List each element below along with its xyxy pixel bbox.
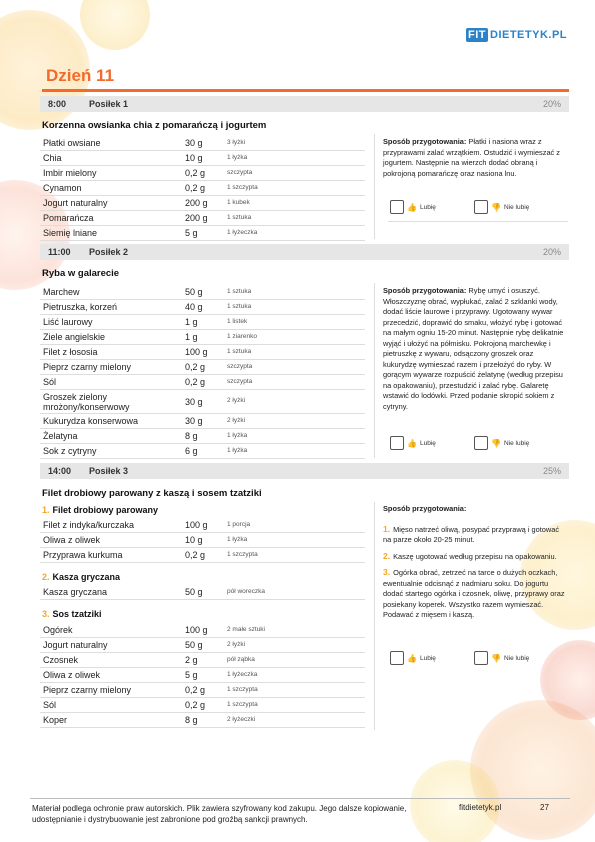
ingredient-amount: 0,2 g <box>185 700 206 710</box>
thumbs-down-icon: 👎 <box>491 438 501 448</box>
ingredient-name: Liść laurowy <box>43 317 93 327</box>
section-number: 2. <box>42 572 50 582</box>
meal-header-1 <box>40 96 569 112</box>
like-button[interactable] <box>390 651 436 665</box>
ingredient-unit: 1 sztuka <box>227 303 252 310</box>
preparation-text <box>383 137 568 179</box>
meal-name: Posiłek 3 <box>89 466 129 476</box>
ingredient-unit: 1 sztuka <box>227 348 252 355</box>
ingredient-name: Ogórek <box>43 625 73 635</box>
like-label: Lubię <box>419 203 436 211</box>
ingredient-unit: 3 łyżki <box>227 139 246 146</box>
ingredient-name: Oliwa z oliwek <box>43 535 101 545</box>
ingredient-row <box>40 330 365 345</box>
ingredient-amount: 50 g <box>185 587 203 597</box>
ingredient-amount: 0,2 g <box>185 168 206 178</box>
copyright-notice: Materiał podlega ochronie praw autorskich. Plik zawiera szyfrowany kod zakupu. Jego dalsze kopiowanie, udostępnianie i dystrybuowanie jest zabronione pod groźbą sankcji prawnych. <box>32 804 407 824</box>
ingredient-row <box>40 444 365 459</box>
section-number: 1. <box>42 505 50 515</box>
ingredient-amount: 100 g <box>185 625 208 635</box>
prep-step <box>383 567 568 621</box>
ingredient-unit: 1 sztuka <box>227 288 252 295</box>
ingredient-name: Kasza gryczana <box>43 587 108 597</box>
meal-time: 14:00 <box>48 466 72 476</box>
ingredient-unit: 2 łyżki <box>227 641 246 648</box>
ingredient-unit: 1 kubek <box>227 199 250 206</box>
ingredient-row <box>40 211 365 226</box>
step-text: Ogórka obrać, zetrzeć na tarce o dużych oczkach, ewentualnie odcisnąć z nadmiaru soku. Do jogurtu dodać startego ogórka i czosnek, oliwę, przyprawy oraz posiekany koperek. Wszystko razem wymieszać. Podawać z mięsem i kaszą. <box>383 568 565 619</box>
ingredient-name: Żelatyna <box>43 431 78 441</box>
ingredient-row <box>40 375 365 390</box>
ingredient-unit: 1 łyżeczka <box>227 229 258 236</box>
ingredient-amount: 2 g <box>185 655 198 665</box>
ingredient-name: Jogurt naturalny <box>43 640 108 650</box>
ingredient-unit: 1 łyżka <box>227 447 248 454</box>
like-button[interactable] <box>390 436 436 450</box>
ingredient-row <box>40 300 365 315</box>
ingredient-name: Filet z łososia <box>43 347 98 357</box>
preparation-text <box>383 286 568 412</box>
dislike-button[interactable] <box>474 200 529 214</box>
section-heading <box>42 505 158 515</box>
ingredient-row <box>40 548 365 563</box>
prep-body: Rybę umyć i osuszyć. Włoszczyznę obrać, wypłukać, zalać 2 szklanki wody, dodać liście laurowe i przyprawy. Ugotowany wywar przecedzić, doprawić do smaku, włożyć rybę i gotować na małym ogniu 15-20 minut. Następnie rybę delikatnie wyjąć i ułożyć na półmisku. Pokrojoną marchewkę i pietruszkę z wywaru, odsączony groszek oraz kukurydzę wymieszać razem i przełożyć do ryby. W gorącym wywarze rozpuścić żelatynę (według przepisu na opakowaniu), przestudzić i zalać rybę. Galaretę wstawić do lodówki. Przed podanie skropić sokiem z cytryny. <box>383 286 564 411</box>
page-number: 27 <box>540 803 549 812</box>
ingredient-name: Ziele angielskie <box>43 332 106 342</box>
section-title: Kasza gryczana <box>52 572 121 582</box>
ingredient-amount: 50 g <box>185 287 203 297</box>
meal-name: Posiłek 2 <box>89 247 129 257</box>
ingredient-name: Kukurydza konserwowa <box>43 416 139 426</box>
ingredient-row <box>40 638 365 653</box>
prep-step <box>383 524 568 546</box>
dish-title: Filet drobiowy parowany z kaszą i sosem tzatziki <box>42 488 262 499</box>
ingredient-table <box>40 285 365 459</box>
ingredient-amount: 8 g <box>185 715 198 725</box>
section-heading <box>42 572 120 582</box>
ingredient-name: Koper <box>43 715 68 725</box>
preparation-steps <box>383 504 568 621</box>
ingredient-unit: szczypta <box>227 169 253 176</box>
ingredient-amount: 0,2 g <box>185 550 206 560</box>
thumbs-down-icon: 👎 <box>491 653 501 663</box>
ingredient-row <box>40 533 365 548</box>
footer-divider <box>30 798 570 799</box>
ingredient-unit: 1 sztuka <box>227 214 252 221</box>
ingredient-amount: 6 g <box>185 446 198 456</box>
ingredient-amount: 1 g <box>185 317 198 327</box>
ingredient-row <box>40 345 365 360</box>
ingredient-unit: 1 łyżka <box>227 536 248 543</box>
ingredient-amount: 30 g <box>185 416 203 426</box>
ingredient-row <box>40 151 365 166</box>
ingredient-name: Płatki owsiane <box>43 138 101 148</box>
meal-header-3 <box>40 463 569 479</box>
ingredient-unit: 1 ziarenko <box>227 333 257 340</box>
ingredient-table <box>40 585 365 600</box>
dislike-label: Nie lubię <box>503 439 530 447</box>
ingredient-amount: 0,2 g <box>185 183 206 193</box>
prep-label: Sposób przygotowania: <box>383 286 467 295</box>
ingredient-name: Pieprz czarny mielony <box>43 685 132 695</box>
meal-name: Posiłek 1 <box>89 99 129 109</box>
dish-title: Ryba w galarecie <box>42 268 120 279</box>
ingredient-name: Sok z cytryny <box>43 446 97 456</box>
ingredient-name: Pieprz czarny mielony <box>43 362 132 372</box>
ingredient-unit: szczypta <box>227 363 253 370</box>
prep-body: Płatki i nasiona wraz z przyprawami zalać wrzątkiem. Ostudzić i wymieszać z jogurtem. Następnie na wierzch dodać obraną i pokrojoną pomarańczę oraz nasiona lnu. <box>383 137 561 178</box>
ingredient-table <box>40 136 365 241</box>
ingredient-unit: 1 łyżka <box>227 154 248 161</box>
ingredient-amount: 0,2 g <box>185 362 206 372</box>
like-label: Lubię <box>419 654 436 662</box>
ingredient-row <box>40 585 365 600</box>
prep-label: Sposób przygotowania: <box>383 504 467 513</box>
ingredient-amount: 0,2 g <box>185 377 206 387</box>
step-number: 2. <box>383 550 391 561</box>
ingredient-row <box>40 285 365 300</box>
ingredient-row <box>40 226 365 241</box>
column-divider <box>374 283 375 458</box>
dislike-button[interactable] <box>474 436 529 450</box>
dislike-label: Nie lubię <box>503 203 530 211</box>
like-checkbox[interactable] <box>390 651 404 665</box>
ingredient-name: Czosnek <box>43 655 79 665</box>
ingredient-amount: 30 g <box>185 397 203 407</box>
section-title: Filet drobiowy parowany <box>52 505 159 515</box>
meal-percent: 20% <box>542 247 561 257</box>
rating-bar <box>388 200 568 216</box>
ingredient-amount: 30 g <box>185 138 203 148</box>
ingredient-row <box>40 518 365 533</box>
rating-divider <box>388 221 568 222</box>
ingredient-row <box>40 683 365 698</box>
ingredient-row <box>40 713 365 728</box>
ingredient-row <box>40 698 365 713</box>
ingredient-unit: 2 łyżki <box>227 397 246 404</box>
meal-time: 11:00 <box>48 247 71 257</box>
step-text: Mięso natrzeć oliwą, posypać przyprawą i gotować na parze około 20-25 minut. <box>383 524 560 544</box>
ingredient-name: Oliwa z oliwek <box>43 670 101 680</box>
ingredient-row <box>40 181 365 196</box>
dish-title: Korzenna owsianka chia z pomarańczą i jogurtem <box>42 120 267 131</box>
rating-bar <box>388 436 568 452</box>
ingredient-name: Sól <box>43 700 57 710</box>
like-button[interactable] <box>390 200 436 214</box>
ingredient-row <box>40 429 365 444</box>
ingredient-amount: 10 g <box>185 535 203 545</box>
ingredient-name: Jogurt naturalny <box>43 198 108 208</box>
ingredient-name: Chia <box>43 153 62 163</box>
ingredient-unit: pół woreczka <box>227 588 265 595</box>
ingredient-amount: 100 g <box>185 347 208 357</box>
section-heading <box>42 609 102 619</box>
ingredient-unit: 1 porcja <box>227 521 251 528</box>
dislike-label: Nie lubię <box>503 654 530 662</box>
ingredient-unit: 2 małe sztuki <box>227 626 265 633</box>
ingredient-unit: 1 szczypta <box>227 184 258 191</box>
ingredient-amount: 1 g <box>185 332 198 342</box>
page-header <box>0 0 595 95</box>
rating-bar <box>388 651 568 667</box>
like-checkbox[interactable] <box>390 200 404 214</box>
column-divider <box>374 502 375 730</box>
ingredient-name: Pietruszka, korzeń <box>43 302 118 312</box>
page-title: Dzień 11 <box>46 66 115 85</box>
ingredient-amount: 100 g <box>185 520 208 530</box>
ingredient-row <box>40 136 365 151</box>
like-label: Lubię <box>419 439 436 447</box>
thumbs-down-icon: 👎 <box>491 202 501 212</box>
section-number: 3. <box>42 609 50 619</box>
title-divider <box>42 89 569 92</box>
ingredient-amount: 40 g <box>185 302 203 312</box>
ingredient-table <box>40 518 365 563</box>
ingredient-amount: 5 g <box>185 670 198 680</box>
dislike-button[interactable] <box>474 651 529 665</box>
ingredient-amount: 0,2 g <box>185 685 206 695</box>
brand-logo <box>466 28 567 42</box>
ingredient-unit: 2 łyżki <box>227 417 246 424</box>
column-divider <box>374 134 375 239</box>
ingredient-row <box>40 166 365 181</box>
logo-fit: FIT <box>468 29 486 41</box>
thumbs-up-icon: 👍 <box>407 438 417 448</box>
ingredient-name: Groszek zielony mrożony/konserwowy <box>43 392 130 412</box>
meal-percent: 20% <box>542 99 561 109</box>
dislike-checkbox[interactable] <box>474 436 488 450</box>
logo-text: DIETETYK.PL <box>490 29 568 41</box>
like-checkbox[interactable] <box>390 436 404 450</box>
ingredient-row <box>40 414 365 429</box>
thumbs-up-icon: 👍 <box>407 202 417 212</box>
meal-percent: 25% <box>542 466 561 476</box>
ingredient-name: Pomarańcza <box>43 213 94 223</box>
ingredient-unit: 1 szczypta <box>227 686 258 693</box>
ingredient-amount: 200 g <box>185 213 208 223</box>
prep-label: Sposób przygotowania: <box>383 137 467 146</box>
ingredient-amount: 200 g <box>185 198 208 208</box>
ingredient-name: Sól <box>43 377 57 387</box>
section-title: Sos tzatziki <box>52 609 102 619</box>
ingredient-table <box>40 623 365 728</box>
ingredient-unit: pół ząbka <box>227 656 255 663</box>
footer-site-link[interactable]: fitdietetyk.pl <box>459 803 502 812</box>
ingredient-row <box>40 653 365 668</box>
ingredient-unit: 1 łyżka <box>227 432 248 439</box>
ingredient-amount: 8 g <box>185 431 198 441</box>
lemon-bottom-decoration <box>410 760 500 842</box>
dislike-checkbox[interactable] <box>474 651 488 665</box>
meal-header-2 <box>40 244 569 260</box>
ingredient-unit: 1 listek <box>227 318 248 325</box>
ingredient-row <box>40 623 365 638</box>
ingredient-row <box>40 196 365 211</box>
step-number: 3. <box>383 567 391 577</box>
ingredient-row <box>40 390 365 414</box>
ingredient-name: Filet z indyka/kurczaka <box>43 520 135 530</box>
ingredient-row <box>40 360 365 375</box>
ingredient-name: Cynamon <box>43 183 82 193</box>
prep-step <box>383 551 568 563</box>
ingredient-amount: 50 g <box>185 640 203 650</box>
step-number: 1. <box>383 523 391 534</box>
ingredient-row <box>40 315 365 330</box>
dislike-checkbox[interactable] <box>474 200 488 214</box>
thumbs-up-icon: 👍 <box>407 653 417 663</box>
ingredient-amount: 5 g <box>185 228 198 238</box>
ingredient-name: Imbir mielony <box>43 168 97 178</box>
ingredient-row <box>40 668 365 683</box>
ingredient-amount: 10 g <box>185 153 203 163</box>
ingredient-name: Przyprawa kurkuma <box>43 550 123 560</box>
ingredient-name: Marchew <box>43 287 80 297</box>
ingredient-unit: 1 łyżeczka <box>227 671 258 678</box>
ingredient-unit: 1 szczypta <box>227 701 258 708</box>
step-text: Kaszę ugotować według przepisu na opakowaniu. <box>393 551 557 561</box>
ingredient-unit: 1 szczypta <box>227 551 258 558</box>
ingredient-name: Siemię lniane <box>43 228 98 238</box>
ingredient-unit: szczypta <box>227 378 253 385</box>
meal-time: 8:00 <box>48 99 67 109</box>
ingredient-unit: 2 łyżeczki <box>227 716 256 723</box>
